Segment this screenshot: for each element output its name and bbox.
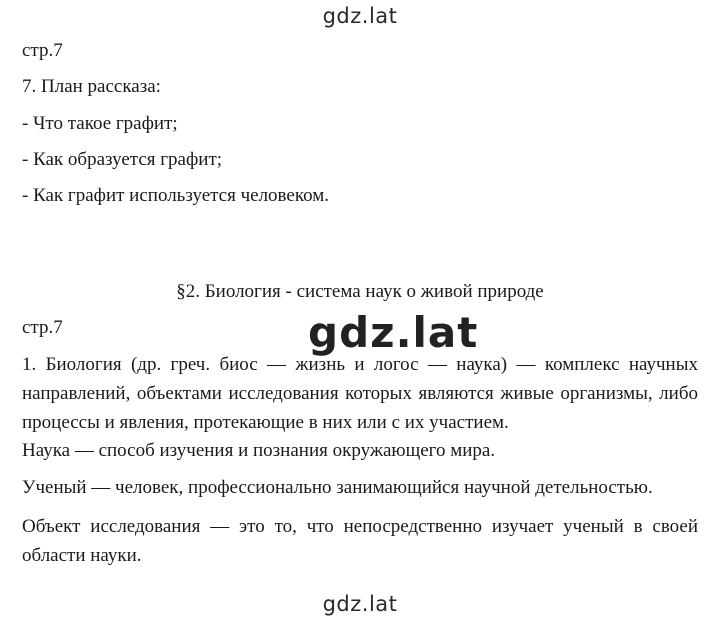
science-definition: Наука — способ изучения и познания окружающего мира. — [22, 440, 496, 461]
plan-item-3: - Как графит используется человеком. — [22, 185, 330, 206]
watermark-top: gdz.lat — [322, 4, 398, 28]
page-ref-1: стр.7 — [22, 40, 63, 61]
plan-item-2: - Как образуется графит; — [22, 149, 223, 170]
biology-definition: 1. Биология (др. греч. биос — жизнь и логос — наука) — комплекс научных направлений, объектами исследования которых являются живые организмы, либо процессы и явления, протекающие в них или с их участием. — [22, 354, 698, 433]
plan-heading: 7. План рассказа: — [22, 76, 161, 97]
scientist-definition: Ученый — человек, профессионально занимающийся научной детельностью. — [22, 477, 653, 498]
section-heading: §2. Биология - система наук о живой природе — [176, 281, 544, 302]
watermark-middle: gdz.lat — [308, 308, 479, 357]
watermark-bottom: gdz.lat — [322, 592, 398, 616]
plan-item-1: - Что такое графит; — [22, 113, 178, 134]
page-ref-2: стр.7 — [22, 317, 63, 338]
research-object-definition: Объект исследования — это то, что непосредственно изучает ученый в своей области науки. — [22, 516, 698, 566]
